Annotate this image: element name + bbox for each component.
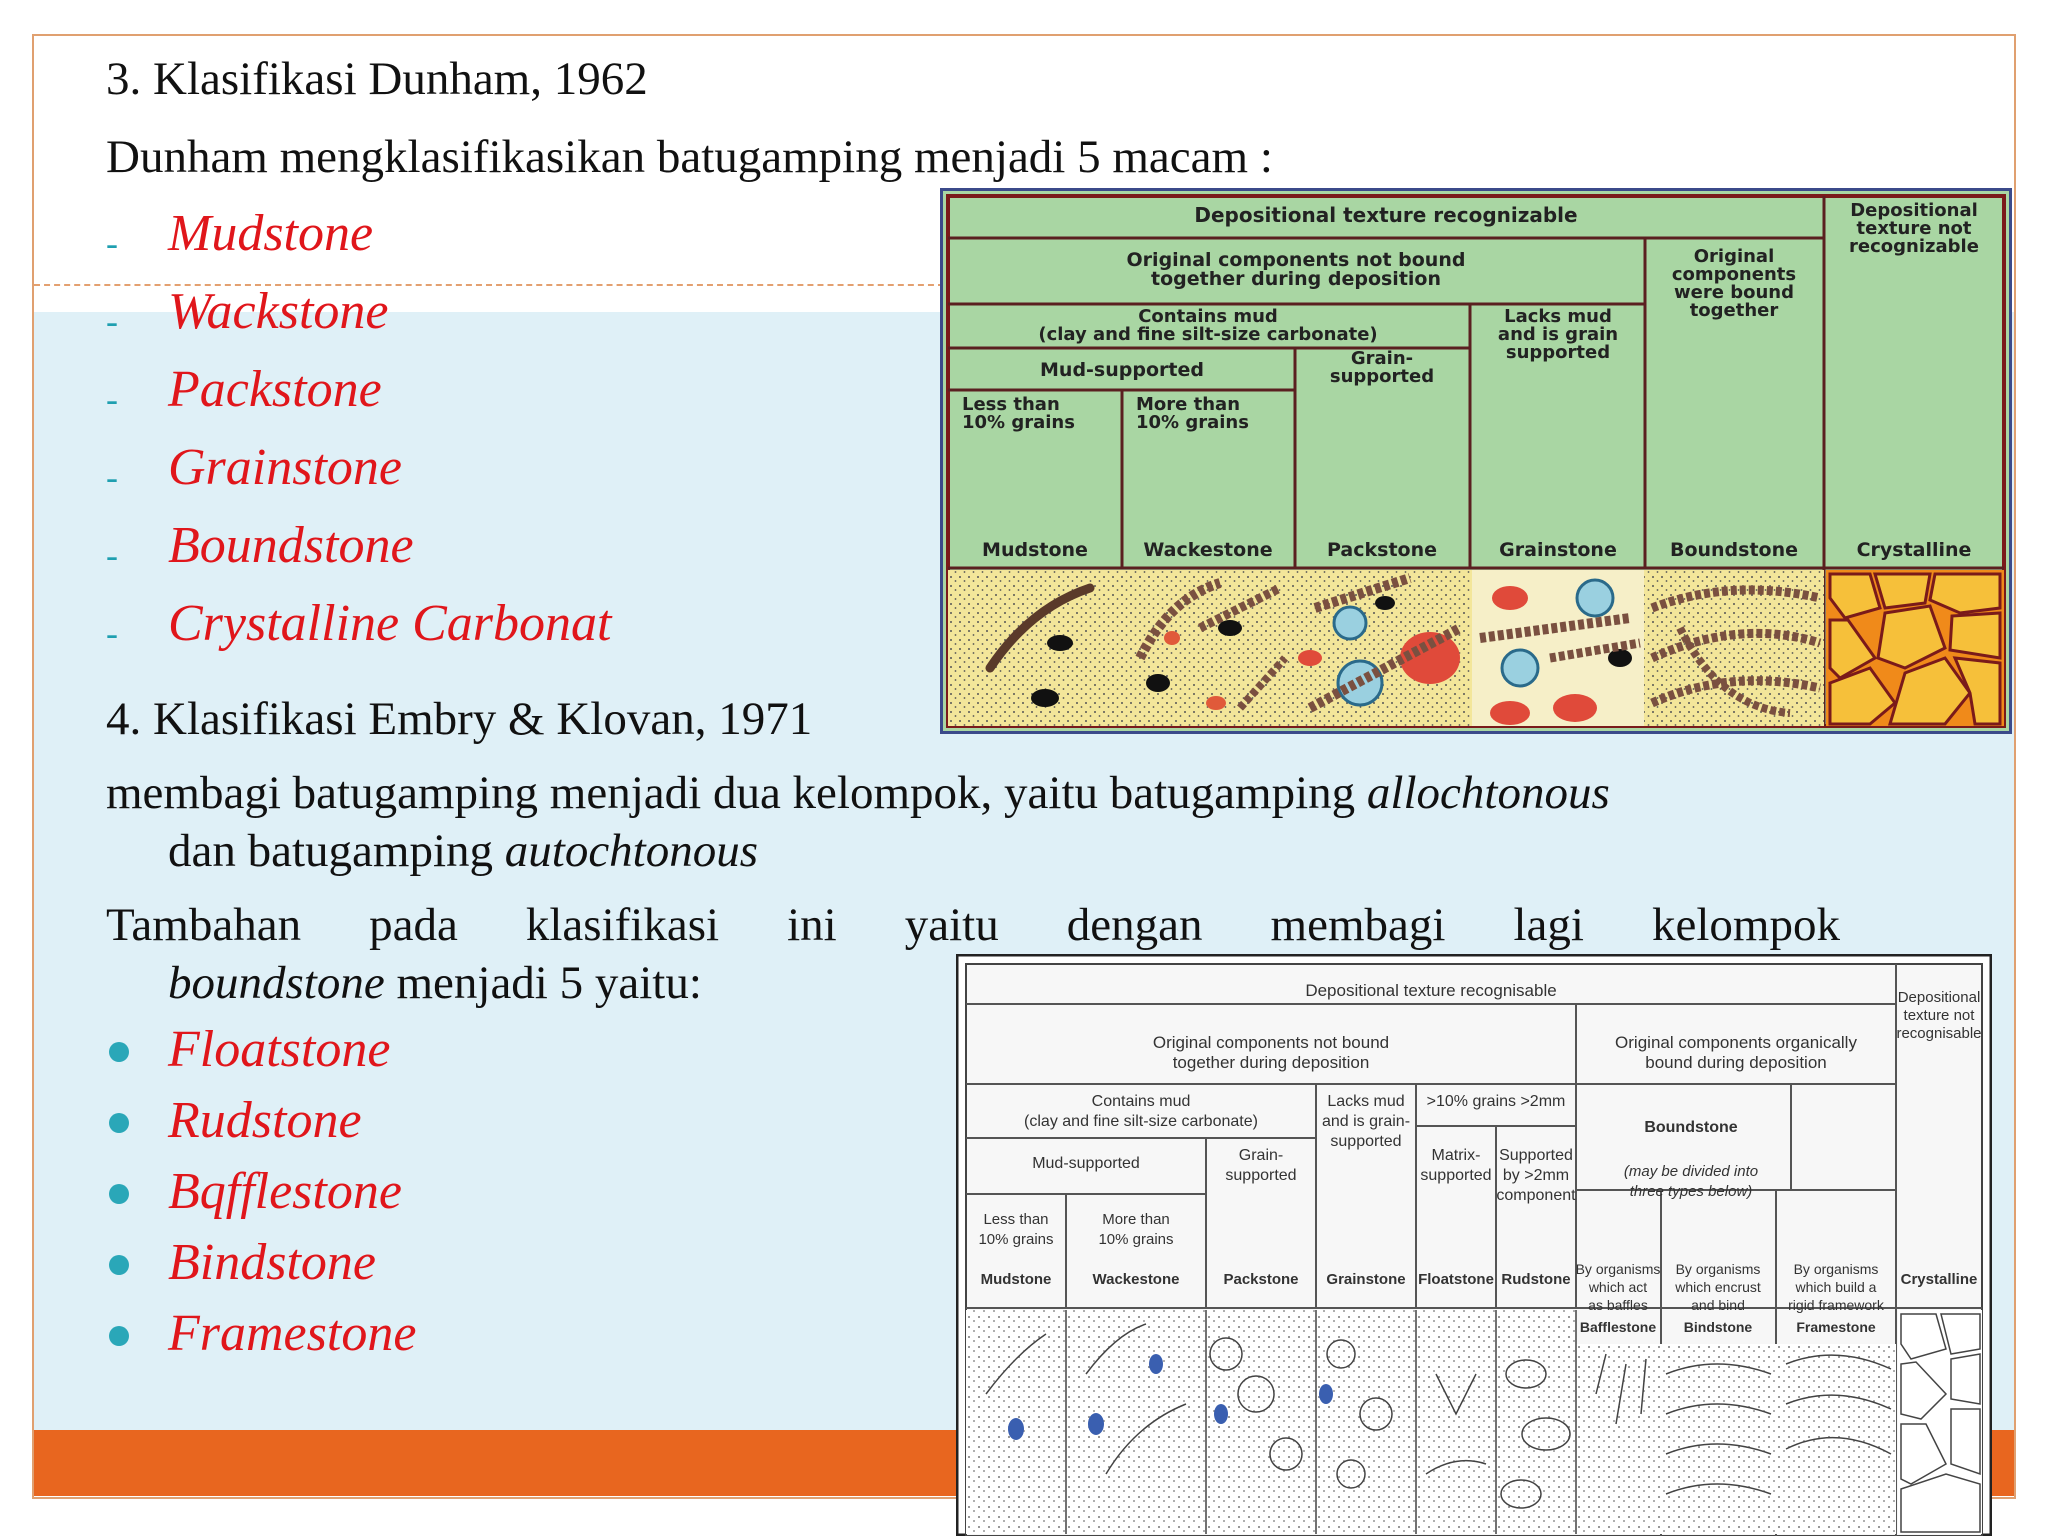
fig2-by-baffles-1: By organisms [1575, 1261, 1661, 1277]
fig1-mud-supported: Mud-supported [1040, 359, 1204, 381]
para2-word: dengan [1066, 899, 1203, 951]
fig1-header-not-recognizable-1: Depositional [1850, 200, 1978, 221]
bullet-rudstone: Rudstone [168, 1092, 362, 1149]
fig2-contains-mud-1: Contains mud [1091, 1093, 1191, 1110]
fig1-grain-supported-1: Grain- [1350, 348, 1414, 369]
fig2-gt10-grains: >10% grains >2mm [1426, 1093, 1566, 1110]
fig2-more10-2: 10% grains [1098, 1231, 1174, 1248]
bullet-dot [109, 1326, 129, 1346]
list-item-grainstone: Grainstone [168, 439, 402, 496]
fig2-name-crystalline: Crystalline [1900, 1271, 1978, 1288]
fig1-header-not-recognizable-2: texture not [1856, 218, 1972, 239]
fig1-lacks-mud-1: Lacks mud [1504, 306, 1612, 327]
fig2-bound-1: Original components organically [1615, 1033, 1857, 1052]
fig2-less10-1: Less than [983, 1211, 1049, 1228]
para2-boundstone: boundstone [168, 957, 385, 1009]
para2-text: menjadi 5 yaitu: [384, 957, 702, 1009]
fig2-may-divided-2: three types below) [1629, 1183, 1753, 1200]
fig2-bound-2: bound during deposition [1645, 1053, 1827, 1072]
bullet-framestone: Framestone [168, 1305, 417, 1362]
para1-autochtonous: autochtonous [504, 825, 759, 877]
bullet-floatstone: Floatstone [168, 1021, 391, 1078]
para1-text: membagi batugamping menjadi dua kelompok, yaitu batugamping [106, 767, 1367, 819]
fig1-more10-1: More than [1136, 394, 1241, 415]
fig2-more10-1: More than [1102, 1211, 1170, 1228]
fig1-crystalline-texture [1826, 570, 2004, 726]
para2-word: klasifikasi [525, 899, 720, 951]
fig1-not-bound-2: together during deposition [1151, 268, 1441, 290]
fig2-header-recognisable: Depositional texture recognisable [1305, 981, 1557, 1000]
fig1-bound-2: components [1671, 264, 1797, 285]
fig1-name-crystalline: Crystalline [1856, 539, 1972, 561]
fig1-name-mudstone: Mudstone [982, 539, 1088, 561]
para2-word: Tambahan [106, 899, 302, 951]
fig2-not-bound-1: Original components not bound [1152, 1033, 1390, 1052]
fig2-by-baffles-2: which act [1588, 1279, 1648, 1295]
fig2-name-bafflestone: Bafflestone [1579, 1319, 1657, 1335]
fig1-header-recognizable: Depositional texture recognizable [1194, 203, 1578, 227]
fig2-name-framestone: Framestone [1796, 1319, 1876, 1335]
bullet-bqfflestone: Bqfflestone [168, 1163, 402, 1220]
fig2-lacks-mud-3: supported [1330, 1133, 1402, 1150]
fig2-by-build-1: By organisms [1793, 1261, 1879, 1277]
fig2-by-encrust-2: which encrust [1675, 1279, 1761, 1295]
fig1-contains-mud-1: Contains mud [1138, 306, 1278, 327]
fig1-name-grainstone: Grainstone [1499, 539, 1617, 561]
fig2-lacks-mud-2: and is grain- [1321, 1113, 1411, 1130]
fig1-contains-mud-2: (clay and fine silt-size carbonate) [1038, 324, 1378, 345]
section3-heading: 3. Klasifikasi Dunham, 1962 [106, 53, 648, 105]
fig2-header-not-recognisable-3: recognisable [1896, 1025, 1982, 1042]
fig2-by-encrust-1: By organisms [1675, 1261, 1761, 1277]
fig2-grain-supported-1: Grain- [1238, 1147, 1284, 1164]
section4-heading: 4. Klasifikasi Embry & Klovan, 1971 [106, 693, 813, 745]
bullet-bindstone: Bindstone [168, 1234, 376, 1291]
fig2-may-divided-1: (may be divided into [1623, 1163, 1759, 1180]
fig2-name-bindstone: Bindstone [1683, 1319, 1753, 1335]
fig1-lacks-mud-2: and is grain [1497, 324, 1619, 345]
fig1-more10-2: 10% grains [1136, 412, 1249, 433]
para2-word: membagi [1270, 899, 1446, 951]
list-dash: - [106, 535, 118, 575]
list-item-wackstone: Wackstone [168, 283, 389, 340]
fig2-matrix-supported-1: Matrix- [1431, 1147, 1481, 1164]
fig2-name-mudstone: Mudstone [980, 1271, 1052, 1288]
fig2-by-encrust-3: and bind [1691, 1297, 1745, 1313]
bullet-dot [109, 1184, 129, 1204]
list-item-boundstone: Boundstone [168, 517, 414, 574]
para2-word: ini [787, 899, 837, 951]
fig2-supported-2mm-2: by >2mm [1502, 1167, 1570, 1184]
fig1-less10-1: Less than [962, 394, 1060, 415]
section4-paragraph1 [106, 764, 1846, 880]
dunham-classification-figure [940, 188, 2012, 734]
fig2-supported-2mm-3: component [1496, 1187, 1576, 1204]
fig2-boundstone-label: Boundstone [1644, 1119, 1738, 1136]
list-dash: - [106, 223, 118, 263]
fig1-less10-2: 10% grains [962, 412, 1075, 433]
para2-word: pada [369, 899, 458, 951]
fig2-header-not-recognisable-2: texture not [1903, 1007, 1975, 1024]
fig2-grain-supported-2: supported [1225, 1167, 1297, 1184]
fig2-name-wackestone: Wackestone [1092, 1271, 1180, 1288]
para1-text2: dan batugamping [168, 825, 505, 877]
fig1-grain-supported-2: supported [1329, 366, 1435, 387]
fig2-name-grainstone: Grainstone [1326, 1271, 1406, 1288]
fig1-bound-4: together [1689, 300, 1779, 321]
section3-intro: Dunham mengklasifikasikan batugamping menjadi 5 macam : [106, 131, 1273, 183]
bullet-dot [109, 1255, 129, 1275]
fig2-lacks-mud-1: Lacks mud [1327, 1093, 1405, 1110]
para2-word: lagi [1513, 899, 1584, 951]
fig2-less10-2: 10% grains [978, 1231, 1054, 1248]
fig2-by-baffles-3: as baffles [1588, 1297, 1648, 1313]
list-item-packstone: Packstone [168, 361, 382, 418]
fig2-name-packstone: Packstone [1223, 1271, 1299, 1288]
fig1-name-boundstone: Boundstone [1669, 539, 1799, 561]
fig2-by-build-2: which build a [1795, 1279, 1877, 1295]
fig2-header-not-recognisable-1: Depositional [1897, 989, 1981, 1006]
para1-allochtonous: allochtonous [1366, 767, 1610, 819]
fig2-mud-supported: Mud-supported [1032, 1155, 1140, 1172]
para2-word: kelompok [1651, 899, 1840, 951]
fig2-matrix-supported-2: supported [1420, 1167, 1492, 1184]
list-dash: - [106, 379, 118, 419]
list-item-mudstone: Mudstone [168, 205, 374, 262]
fig1-bound-1: Original [1693, 246, 1775, 267]
list-dash: - [106, 301, 118, 341]
fig2-by-build-3: rigid framework [1788, 1297, 1884, 1313]
fig2-not-bound-2: together during deposition [1172, 1053, 1370, 1072]
fig2-name-rudstone: Rudstone [1501, 1271, 1571, 1288]
fig2-contains-mud-2: (clay and fine silt-size carbonate) [1024, 1113, 1258, 1130]
fig1-not-bound-1: Original components not bound [1126, 249, 1466, 271]
para2-justified-line [106, 896, 1840, 954]
fig1-lacks-mud-3: supported [1505, 342, 1611, 363]
bullet-dot [109, 1042, 129, 1062]
fig1-bound-3: were bound [1674, 282, 1794, 303]
fig1-name-packstone: Packstone [1327, 539, 1437, 561]
list-dash: - [106, 457, 118, 497]
fig2-name-floatstone: Floatstone [1418, 1271, 1494, 1288]
fig1-header-not-recognizable-3: recognizable [1849, 236, 1979, 257]
fig1-texture-row [948, 570, 1824, 726]
para2-word: yaitu [904, 899, 999, 951]
fig2-supported-2mm-1: Supported [1499, 1147, 1573, 1164]
list-dash: - [106, 613, 118, 653]
bullet-dot [109, 1113, 129, 1133]
fig1-name-wackestone: Wackestone [1143, 539, 1273, 561]
list-item-crystalline: Crystalline Carbonat [168, 595, 612, 652]
embry-klovan-classification-figure [956, 954, 1992, 1536]
